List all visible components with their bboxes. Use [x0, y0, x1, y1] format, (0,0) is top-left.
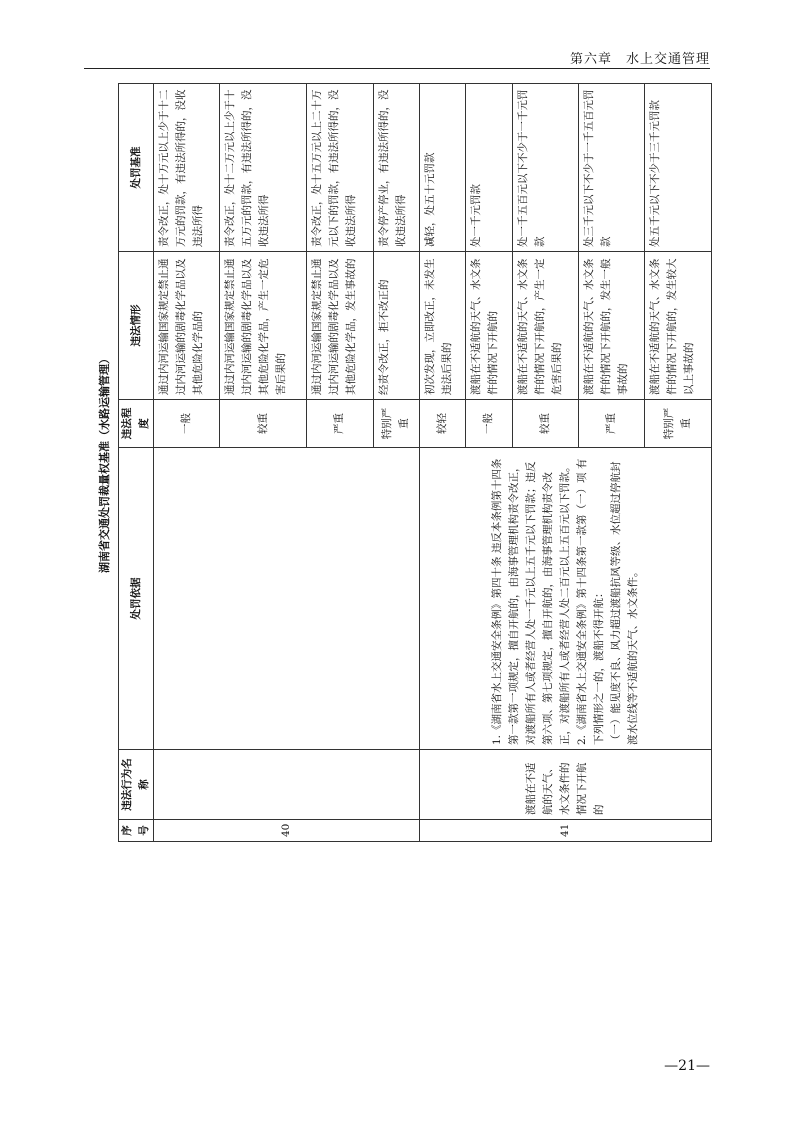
penalty-standard: 处五千元以下不少于三千元罚款: [645, 84, 712, 252]
violation-degree: 特别严重: [373, 400, 419, 448]
violation-circumstance: 初次发现，立即改正，未发生违法后果的: [419, 252, 465, 400]
penalty-standard: 处三千元以下不少于一千五百元罚款: [579, 84, 645, 252]
violation-degree: 严重: [307, 400, 373, 448]
violation-circumstance: 渡船在不适航的天气、水文条件的情况下开航的: [466, 252, 512, 400]
header-rule: [84, 68, 710, 69]
violation-name: 渡船在不适航的天气、水文条件的情况下开航的: [419, 750, 711, 820]
violation-degree: 较重: [220, 400, 307, 448]
violation-circumstance: 渡船在不适航的天气、水文条件的情况下开航的，发生较大以上事故的: [645, 252, 712, 400]
basis-paragraph: 1.《湖南省水上交通安全条例》第四十条 违反本条例第十四条第一款第一项规定，擅自开航的，由海事管理机构责令改正，对渡船所有人或者经营人处一千元以上五千元以下罚款；违反第六项、第七项规定，擅自开航的，由海事管理机构责令改正，对渡船所有人或者经营人处二百元以上五百元以下罚款。: [490, 458, 571, 745]
penalty-standard: 处一千五百元以下不少于一千元罚款: [512, 84, 578, 252]
violation-degree: 较重: [512, 400, 578, 448]
table-row: [154, 84, 220, 842]
violation-circumstance: 渡船在不适航的天气、水文条件的情况下开航的，产生一定危害后果的: [512, 252, 578, 400]
violation-degree: 一般: [466, 400, 512, 448]
table-row: [419, 84, 465, 842]
page-number: —21—: [664, 1058, 710, 1074]
violation-circumstance: 通过内河运输国家规定禁止通过内河运输的剧毒化学品以及其他危险化学品，发生事故的: [307, 252, 373, 400]
violation-degree: 较轻: [419, 400, 465, 448]
penalty-table: [118, 83, 712, 842]
running-head: 第六章 水上交通管理: [569, 52, 710, 67]
rotated-table-block: [98, 84, 712, 842]
violation-name: [154, 750, 420, 820]
basis-paragraph: （一）能见度不良、风力超过渡船抗风等级、水位超过停航封渡水位线等不适航的天气、水文条件。: [609, 461, 639, 745]
penalty-standard: 责令改正，处十二万元以上少于十五万元的罚款，有违法所得的，没收违法所得: [220, 84, 307, 252]
column-header-standard: 处罚基准: [119, 84, 154, 252]
basis-paragraph: 2.《湖南省水上交通安全条例》第十四条第一款第（一）项 有下列情形之一的，渡船不得开航：: [575, 458, 605, 745]
penalty-standard: 处一千元罚款: [466, 84, 512, 252]
violation-circumstance: 渡船在不适航的天气、水文条件的情况下开航的，发生一般事故的: [579, 252, 645, 400]
column-header-name: 违法行为名称: [119, 750, 154, 820]
violation-circumstance: 通过内河运输国家规定禁止通过内河运输的剧毒化学品以及其他危险化学品，产生一定危害后果的: [220, 252, 307, 400]
column-header-circumstance: 违法情形: [119, 252, 154, 400]
column-header-no: 序号: [119, 820, 154, 842]
penalty-standard: 责令停产停业，有违法所得的，没收违法所得: [373, 84, 419, 252]
penalty-standard: 责令改正，处十万元以上少于十二万元的罚款，有违法所得的，没收违法所得: [154, 84, 220, 252]
violation-degree: 一般: [154, 400, 220, 448]
table-title: 湖南省交通处罚裁量权基准（水路运输管理）: [98, 353, 111, 573]
violation-circumstance: 经责令改正，拒不改正的: [373, 252, 419, 400]
violation-degree: 严重: [579, 400, 645, 448]
column-header-basis: 处罚依据: [119, 448, 154, 750]
violation-degree: 特别严重: [645, 400, 712, 448]
item-number: 41: [419, 820, 711, 842]
penalty-standard: 减轻，处五十元罚款: [419, 84, 465, 252]
column-header-degree: 违法程度: [119, 400, 154, 448]
table-header-row: [119, 84, 154, 842]
violation-circumstance: 通过内河运输国家规定禁止通过内河运输的剧毒化学品以及其他危险化学品的: [154, 252, 220, 400]
item-number: 40: [154, 820, 420, 842]
penalty-standard: 责令改正，处十五万元以上二十万元以下的罚款，有违法所得的，没收违法所得: [307, 84, 373, 252]
penalty-basis: [154, 448, 420, 750]
penalty-basis: [419, 448, 711, 750]
